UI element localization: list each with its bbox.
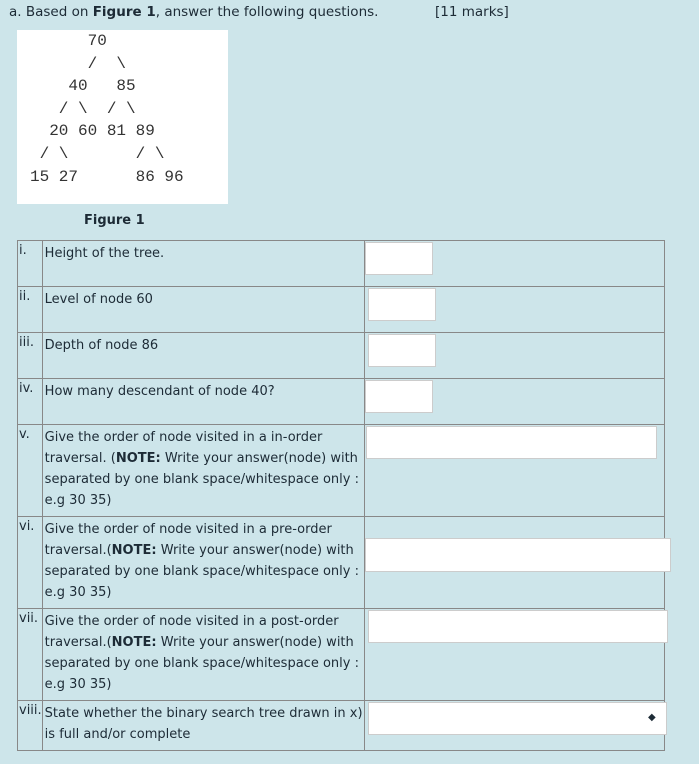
answer-select-viii[interactable] [368,702,667,735]
text-rest: Write your answer(node) with separated by one blank space/whitespace only : e.g 30 35) [44,635,359,692]
tree-text: 70 / \ 40 85 / \ / \ 20 60 81 89 / \ / \ 15 27 86 96 [30,32,184,186]
row-text: How many descendant of node 40? [42,379,364,425]
q-suffix: , answer the following questions. [155,4,379,20]
row-text: State whether the binary search tree drawn in x) is full and/or complete [42,701,364,751]
row-num: vi. [18,517,43,609]
row-num: i. [18,241,43,287]
row-text: Level of node 60 [42,287,364,333]
select-arrows-icon: ◆ [647,712,656,723]
text: Give the order of node visited in a in-order traversal. ( [44,430,323,466]
row-text [42,609,364,701]
figure-caption: Figure 1 [84,213,145,228]
text: Give the order of node visited in a post-order traversal.( [44,614,339,650]
note: NOTE: [111,543,157,558]
row-text [42,517,364,609]
q-prefix: a. Based on [9,4,93,20]
row-text [42,425,364,517]
text-rest: Write your answer(node) with separated by one blank space/whitespace only : e.g 30 35) [44,451,359,508]
row-num: v. [18,425,43,517]
figure-1-tree [17,30,228,204]
answer-input-v[interactable] [366,426,657,459]
note: NOTE: [111,635,157,650]
row-num: iv. [18,379,43,425]
answer-input-i[interactable] [365,242,433,275]
answer-input-iv[interactable] [365,380,433,413]
row-text: Height of the tree. [42,241,364,287]
row-num: viii. [18,701,43,751]
text: Give the order of node visited in a pre-order traversal.( [44,522,332,558]
marks: [11 marks] [435,4,509,20]
question-text [9,4,378,20]
text-rest: Write your answer(node) with separated by one blank space/whitespace only : e.g 30 35) [44,543,359,600]
questions-table [17,240,665,751]
q-bold: Figure 1 [92,4,156,20]
note: NOTE: [115,451,161,466]
answer-input-ii[interactable] [368,288,436,321]
row-text: Depth of node 86 [42,333,364,379]
answer-input-iii[interactable] [368,334,436,367]
answer-input-vi[interactable] [365,538,671,572]
row-num: iii. [18,333,43,379]
answer-input-vii[interactable] [368,610,668,643]
row-num: ii. [18,287,43,333]
row-num: vii. [18,609,43,701]
